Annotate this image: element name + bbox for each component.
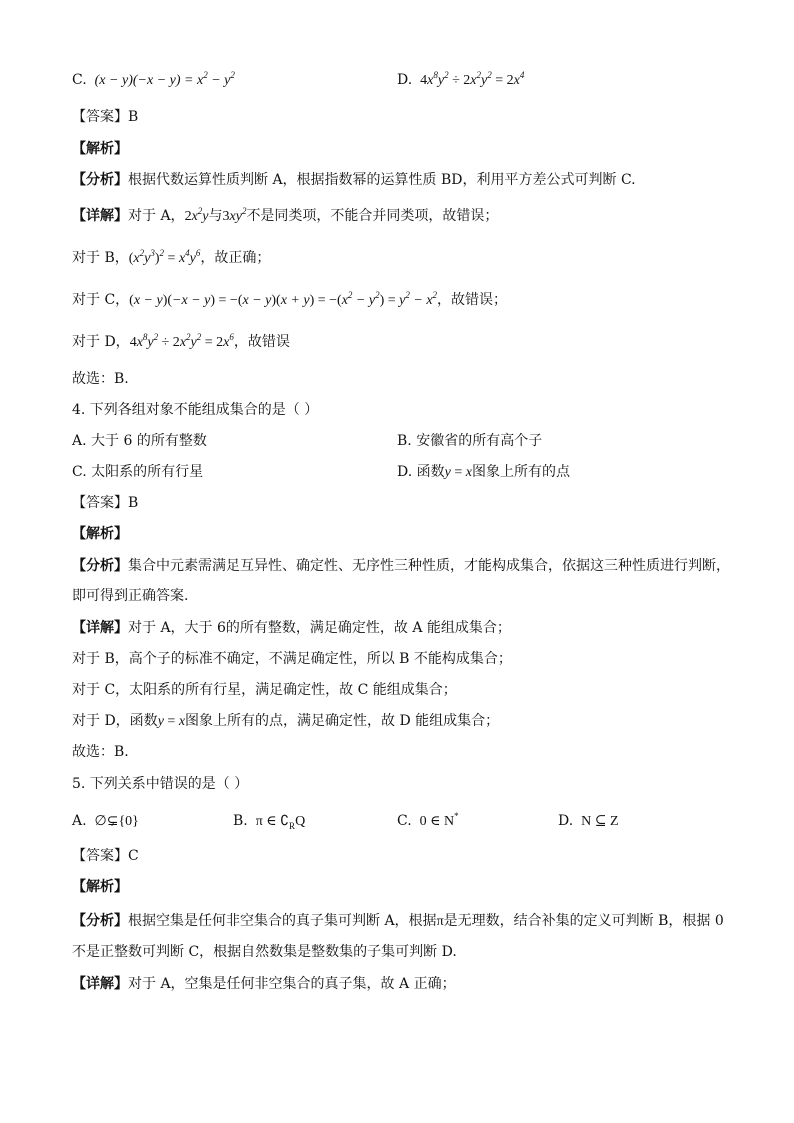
detail-line-c [72,290,507,311]
analysis-text: 集合中元素需满足互异性、确定性、无序性三种性质，才能构成集合，依据这三种性质进行判断， [128,558,730,574]
tag-label: 【分析】 [72,558,128,574]
tag-label: 【详解】 [72,976,128,992]
detail-line-b: 对于 B，高个子的标准不确定，不满足确定性，所以 B 不能构成集合； [72,651,512,667]
question-4-option-c: C. 太阳系的所有行星 [72,464,204,480]
detail-text: 不是同类项，不能合并同类项，故错误； [246,208,499,224]
detail-text: ，故错误； [437,292,508,308]
option-label: D. [558,813,574,829]
option-c-line [72,70,235,91]
option-text: D. 函数 [397,464,445,480]
analysis-text: 根据空集是任何非空集合的真子集可判断 A，根据 [128,913,437,929]
tag-label: 【详解】 [72,208,128,224]
analysis-heading: 【解析】 [72,879,128,895]
detail-line-d [72,332,290,353]
analysis-heading: 【解析】 [72,141,128,157]
tag-label: 【详解】 [72,620,128,636]
option-d-label: D. [397,72,413,88]
answer-line: 【答案】B [72,109,139,125]
question-5-option-b [233,811,305,832]
option-label: B. [233,813,248,829]
math-expression: $(x - y)(-x - y) = -(x - y)(x + y) = -(x^2 - y^2) = y^2 - x^2$ [129,290,438,308]
math-expression: $(x^2y^3)^2 = x^4y^6$ [128,248,201,266]
analysis-line [72,556,730,576]
question-5-option-d [558,811,619,832]
question-4-option-d [397,462,570,483]
detail-line-a [72,618,511,638]
detail-text: 图象上所有的点，满足确定性，故 D 能组成集合； [185,713,500,729]
math-expression: $(x - y)(-x - y) = x^2 - y^2$ [91,70,235,88]
question-4-option-a: A. 大于 6 的所有整数 [72,433,207,449]
answer-line: 【答案】B [72,495,139,511]
math-expression: 0 ∈ N* [416,811,459,829]
analysis-text: 根据代数运算性质判断 A，根据指数幂的运算性质 BD，利用平方差公式可判断 C. [128,172,636,188]
analysis-line-cont: 即可得到正确答案. [72,588,189,604]
question-5-option-a [72,811,139,832]
question-5-option-c [397,811,459,832]
detail-text: 对于 B， [72,250,129,266]
math-expression: $3xy^2$ [222,206,247,224]
detail-text: 对于 A， [128,208,185,224]
detail-line-c: 对于 C，太阳系的所有行星，满足确定性，故 C 能组成集合； [72,682,457,698]
math-expression: $2x^2y$ [184,206,209,224]
detail-line-b [72,248,270,269]
answer-line: 【答案】C [72,848,139,864]
tag-label: 【分析】 [72,172,128,188]
tag-label: 【分析】 [72,913,128,929]
analysis-line [72,170,636,190]
option-c-label: C. [72,72,87,88]
question-5-stem: 5. 下列关系中错误的是（ ） [72,776,249,792]
detail-text: 对于 C， [72,292,130,308]
detail-line-d [72,711,499,732]
analysis-line [72,911,724,932]
choice-line: 故选：B. [72,371,129,387]
option-label: C. [397,813,412,829]
option-text: 图象上所有的点 [471,464,570,480]
detail-text: 对于 D， [72,334,130,350]
analysis-line-cont: 不是正整数可判断 C，根据自然数集是整数集的子集可判断 D. [72,944,457,960]
detail-line-a [72,206,498,227]
math-expression: ∅⊊{0} [91,814,139,829]
detail-text: 与 [208,208,223,224]
math-expression: y = x [157,714,186,729]
option-d-line [397,70,524,91]
analysis-heading: 【解析】 [72,526,128,542]
math-expression: $4x^8y^2 \div 2x^2y^2 = 2x^4$ [420,70,525,88]
detail-text: ，故错误 [233,334,290,350]
detail-text: 对于 A，空集是任何非空集合的真子集，故 A 正确； [128,976,456,992]
question-4-option-b: B. 安徽省的所有高个子 [397,433,543,449]
option-label: A. [72,813,87,829]
detail-text: ，故正确； [200,250,271,266]
math-expression: y = x [444,465,472,480]
detail-text: 对于 A，大于 6的所有整数，满足确定性，故 A 能组成集合； [128,620,511,636]
math-expression: π ∈ $∁_RQ$ [252,814,306,831]
math-expression: N ⊆ Z [577,814,619,829]
detail-text: 对于 D，函数 [72,713,158,729]
question-4-stem: 4. 下列各组对象不能组成集合的是（ ） [72,402,319,418]
analysis-text: 是无理数，结合补集的定义可判断 B，根据 0 [443,913,724,929]
pi-symbol: π [436,914,444,929]
choice-line: 故选：B. [72,744,129,760]
detail-line-a [72,974,456,994]
math-expression: $4x^8y^2 \div 2x^2y^2 = 2x^6$ [129,332,234,350]
